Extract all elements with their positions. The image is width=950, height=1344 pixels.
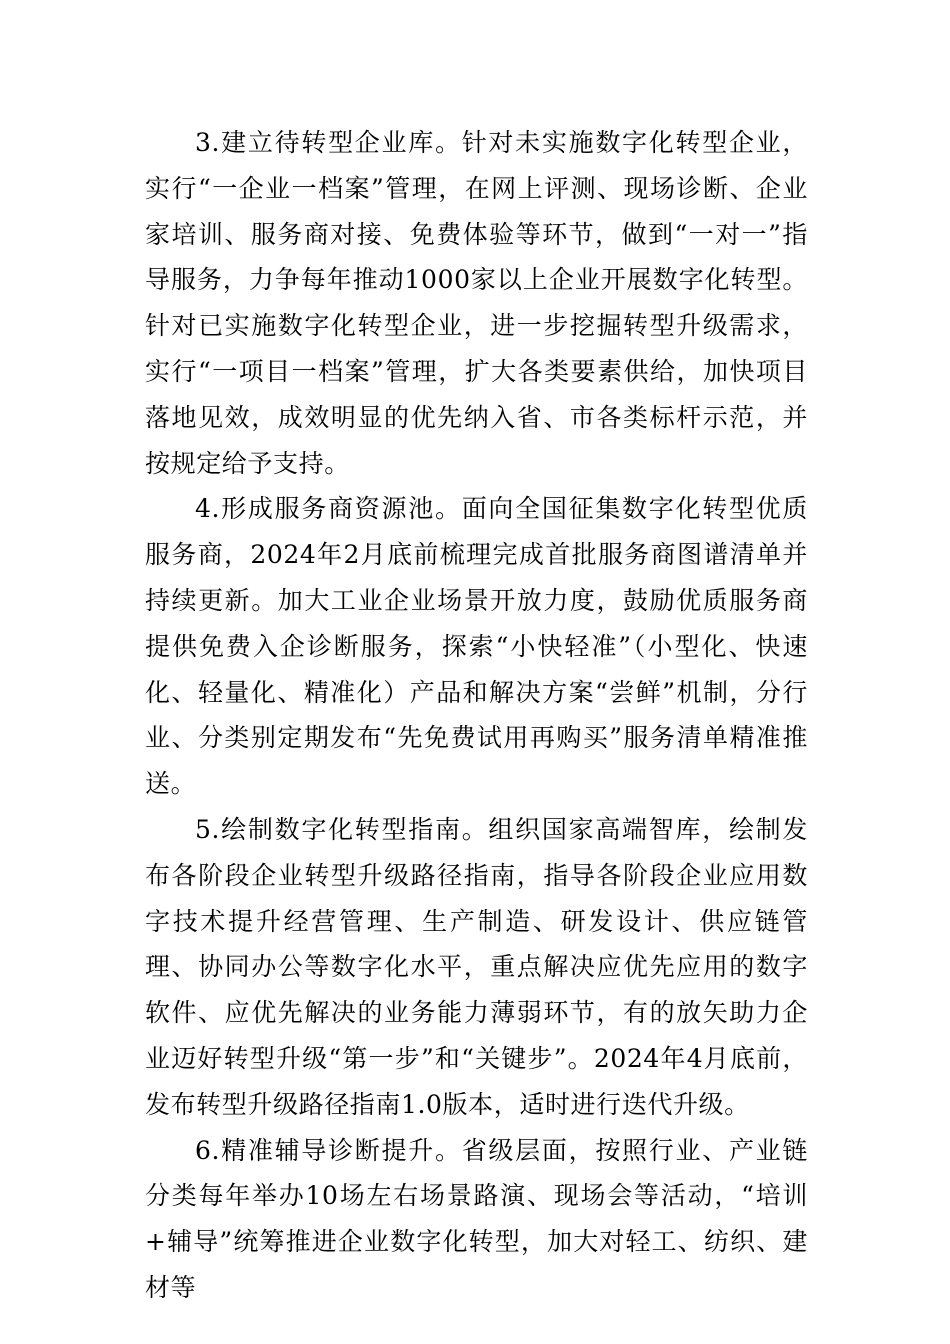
paragraph-6-precise-guidance: 6.精准辅导诊断提升。省级层面，按照行业、产业链分类每年举办10场左右场景路演、现场会等活动，“培训+辅导”统筹推进企业数字化转型，加大对轻工、纺织、建材等 (145, 1135, 808, 1302)
paragraph-3-waiting-enterprise-library: 3.建立待转型企业库。针对未实施数字化转型企业，实行“一企业一档案”管理，在网上评测、现场诊断、企业家培训、服务商对接、免费体验等环节，做到“一对一”指导服务，力争每年推动1000家以上企业开展数字化转型。针对已实施数字化转型企业，进一步挖掘转型升级需求，实行“一项目一档案”管理，扩大各类要素供给，加快项目落地见效，成效明显的优先纳入省、市各类标杆示范，并按规定给予支持。 (145, 128, 808, 478)
paragraph-5-transformation-guide: 5.绘制数字化转型指南。组织国家高端智库，绘制发布各阶段企业转型升级路径指南，指导各阶段企业应用数字技术提升经营管理、生产制造、研发设计、供应链管理、协同办公等数字化水平，重点解决应优先应用的数字软件、应优先解决的业务能力薄弱环节，有的放矢助力企业迈好转型升级“第一步”和“关键步”。2024年4月底前，发布转型升级路径指南1.0版本，适时进行迭代升级。 (145, 814, 808, 1119)
paragraph-4-service-provider-pool: 4.形成服务商资源池。面向全国征集数字化转型优质服务商，2024年2月底前梳理完成首批服务商图谱清单并持续更新。加大工业企业场景开放力度，鼓励优质服务商提供免费入企诊断服务，探索“小快轻准”（小型化、快速化、轻量化、精准化）产品和解决方案“尝鲜”机制，分行业、分类别定期发布“先免费试用再购买”服务清单精准推送。 (145, 494, 808, 799)
document-body (145, 120, 808, 1311)
